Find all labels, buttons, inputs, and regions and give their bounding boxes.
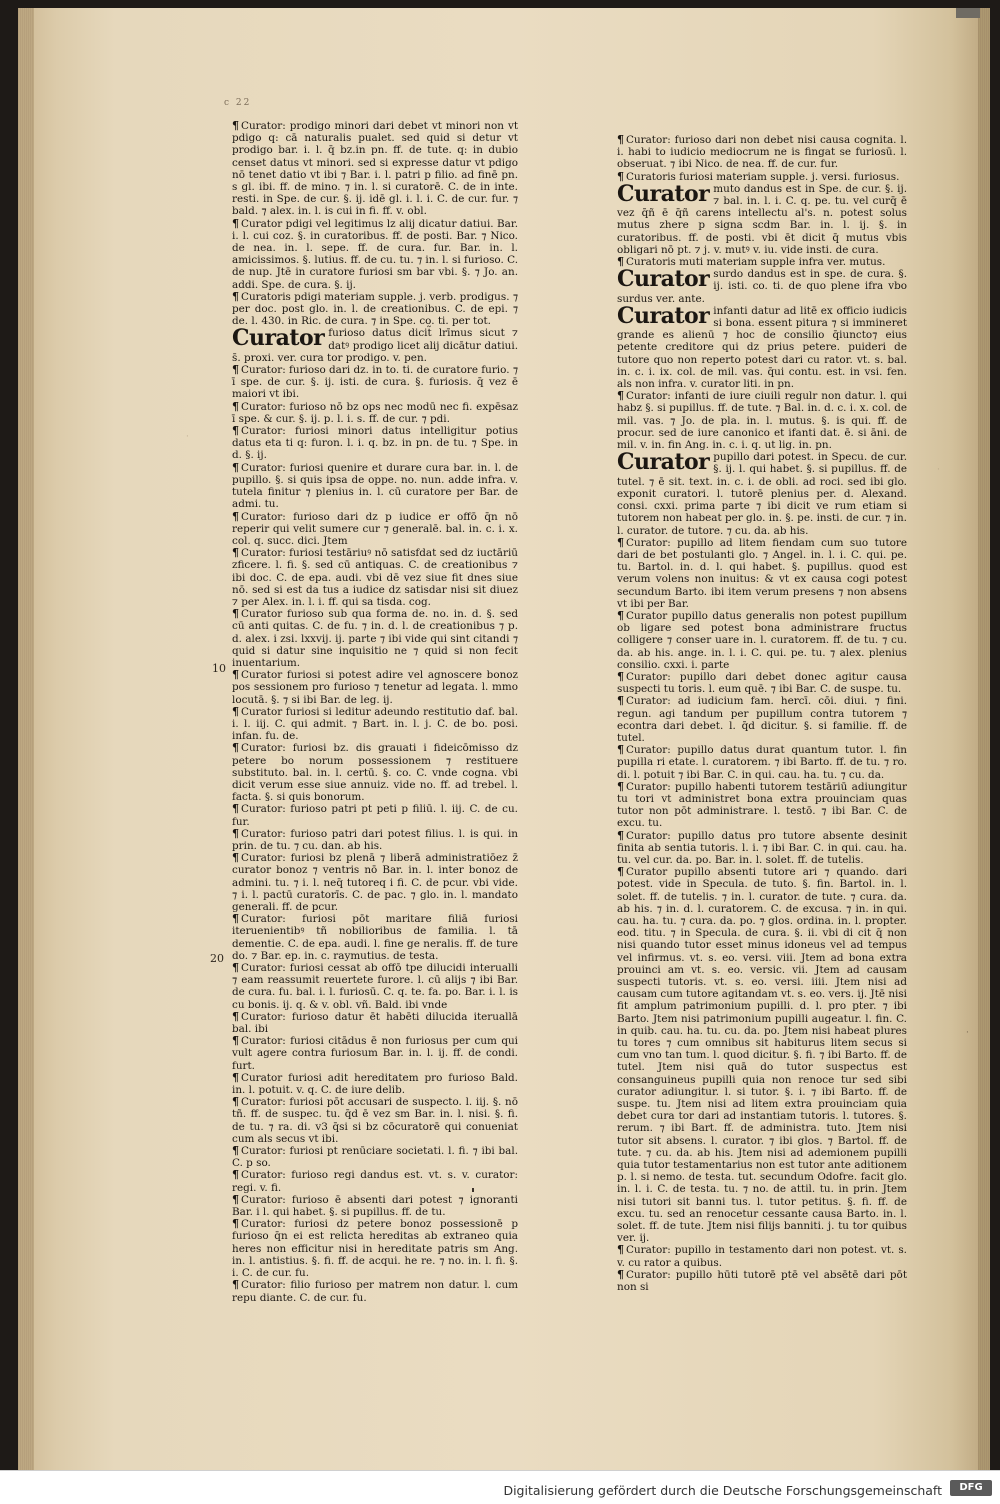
text-entry bbox=[232, 1072, 518, 1096]
pilcrow-icon: ¶ bbox=[232, 1192, 239, 1206]
folio-mark: c 22 bbox=[224, 98, 252, 108]
entry-text: Curator furioso sub qua forma de. no. in. d. §. sed cū anti quitas. C. de fu. ⁊ in. d. l. de creationibus ⁊ p. d. alex. i zsi. lxxvij. ij. parte ⁊ ibi vide qui sint citandi ⁊ quid si datur sine inquisitio ne ⁊ quid si non fecit inuentarium. bbox=[232, 608, 518, 669]
text-entry bbox=[617, 866, 907, 1244]
entry-text: Curatoris furiosi materiam supple. j. versi. furiosus. bbox=[626, 170, 900, 183]
text-entry bbox=[617, 537, 907, 610]
pilcrow-icon: ¶ bbox=[617, 608, 624, 622]
entry-text: Curator: infanti de iure ciuili regulr non datur. l. qui habz §. si pupillus. ff. de tute. ⁊ Bal. in. d. c. i. x. col. de mil. vas. ⁊ Jo. de pla. in. l. mutus. §. is qui. ff. de procur. sed de iure canonico et ifanti dat. ē. si āni. de mil. v. in. fin Ang. in. c. i. q. ut lig. in. pn. bbox=[617, 390, 907, 452]
text-entry bbox=[232, 1194, 518, 1218]
entry-text: Curator: furioso datur ēt habēti dilucida iteruallā bal. ibi bbox=[232, 1010, 518, 1036]
text-entry bbox=[232, 401, 518, 425]
entry-text: Curator: furiosi bz. dis grauati i fideicōmisso dz petere bo norum possessionem ⁊ restituere substituto. bal. in. l. certū. §. co. C. vnde cogna. vbi dicit verum esse siue annuiz. vide no. ff. ad trebel. l. facta. §. si quis bonorum. bbox=[232, 742, 518, 804]
text-entry bbox=[232, 1169, 518, 1193]
pilcrow-icon: ¶ bbox=[232, 851, 239, 865]
pilcrow-icon: ¶ bbox=[232, 424, 239, 438]
dfg-logo: DFG bbox=[950, 1480, 992, 1496]
headword-curator: Curator bbox=[232, 325, 325, 352]
entry-text: Curator furiosi si leditur adeundo restitutio daf. bal. i. l. iij. C. qui admit. ⁊ Bart. in. l. j. C. de bo. posi. infan. fu. de. bbox=[232, 705, 518, 743]
text-entry bbox=[617, 390, 907, 451]
pilcrow-icon: ¶ bbox=[232, 1070, 239, 1084]
text-entry bbox=[232, 120, 518, 218]
text-entry bbox=[232, 706, 518, 743]
pilcrow-icon: ¶ bbox=[232, 289, 239, 303]
entry-text: Curator: furiosi dz petere bonoz possessionē p furioso q̄n ei est relicta hereditas ab extraneo quia heres non efficitur nisi in hereditate patris sm Ang. in. l. antistius. §. fi. ff. de acqui. he re. ⁊ no. in. l. fi. §. i. C. de cur. fu. bbox=[232, 1218, 518, 1280]
left-text-column bbox=[232, 120, 518, 1304]
pilcrow-icon: ¶ bbox=[232, 741, 239, 755]
pilcrow-icon: ¶ bbox=[232, 1168, 239, 1182]
text-entry bbox=[617, 1269, 907, 1293]
page-edges-right bbox=[978, 8, 990, 1470]
pilcrow-icon: ¶ bbox=[232, 912, 239, 926]
text-entry bbox=[232, 1011, 518, 1035]
entry-text: Curator: furiosi pōt maritare filiā furiosi iteruenientibꝰ tñ nobilioribus de familia. l. tā dementie. C. de epa. audi. l. fine ge neralis. ff. de ture do. ⁊ Bar. ep. in. c. raymutius. de testa. bbox=[232, 913, 518, 962]
pilcrow-icon: ¶ bbox=[232, 826, 239, 840]
entry-text: Curator: prodigo minori dari debet vt minori non vt pdigo q: cā naturalis pualet. sed quid si detur vt prodigo bar. i. l. q̄ bz.in pn. ff. de tute. q: in dubio censet datus vt minori. sed si expresse datur vt pdigo nō tenet datio vt ibi ⁊ Bar. i. l. patri p filio. ad finē pn. s gl. ibi. ff. de mino. ⁊ in. l. si curatorē. C. de in inte. resti. in Spe. de cur. §. ij. idē gl. i. l. i. C. de cur. fur. ⁊ bald. ⁊ alex. in. l. is cui in fi. ff. v. obl. bbox=[232, 120, 518, 218]
pilcrow-icon: ¶ bbox=[232, 399, 239, 413]
entry-text: Curator furiosi adit hereditatem pro furioso Bald. in. l. potuit. v. q. C. de iure delib. bbox=[232, 1071, 518, 1097]
entry-text: Curator: filio furioso per matrem non datur. l. cum repu diante. C. de cur. fu. bbox=[232, 1279, 518, 1304]
text-entry bbox=[232, 1096, 518, 1145]
pilcrow-icon: ¶ bbox=[232, 1009, 239, 1023]
entry-text: infanti datur ad litē ex officio iudicis si bona. essent pitura ⁊ si immineret grande es alienū ⁊ hoc de consilio q̄iuncto⁊ eius petente creditore qui dz prius petere. puideri de tutore quo non reperto potest dari cu rator. vt. s. bal. in. c. i. ix. col. de mil. vas. q̄ui contu. est. in vsi. fen. als non infra. v. curator liti. in pn. bbox=[617, 304, 907, 391]
entry-text: Curatoris pdigi materiam supple. j. verb. prodigus. ⁊ per doc. post glo. in. l. de creationibus. C. de epi. ⁊ de. l. 430. in Ric. de cura. ⁊ in Spe. co. ti. per tot. bbox=[232, 290, 518, 328]
headword-curator: Curator bbox=[617, 266, 710, 293]
pilcrow-icon: ¶ bbox=[232, 216, 239, 230]
pilcrow-icon: ¶ bbox=[617, 779, 624, 793]
footer-bar bbox=[0, 1470, 1000, 1504]
text-entry bbox=[232, 608, 518, 669]
entry-text: Curator furiosi si potest adire vel agnoscere bonoz pos sessionem pro furioso ⁊ tenetur ad legata. l. mmo locutā. §. ⁊ si ibi Bar. de leg. ij. bbox=[232, 669, 518, 706]
pilcrow-icon: ¶ bbox=[232, 119, 239, 132]
faint-mark-right: · bbox=[937, 465, 940, 475]
entry-text: Curator pupillo absenti tutore ari ⁊ quando. dari potest. vide in Specula. de tuto. §. fin. Bartol. in. l. solet. ff. de tutelis. ⁊ in. l. curator. de tute. ⁊ cura. da. ab his. ⁊ in. d. l. curatorem. C. de excusa. ⁊ in. in qui. cau. ha. tu. ⁊ cura. da. po. ⁊ glos. ordina. in. l. propter. eod. titu. ⁊ in Specula. de cura. §. ii. vbi di cit q̄ non nisi quando tutor esset minus idoneus vel ad tempus vel infirmus. vt. s. eo. versi. viii. Jtem ad bona extra prouinci am vt. s. eo. versic. vii. Jtem ad causam suspecti tutoris. vt. s. eo. versi. iiii. Jtem nisi ad causam cum tutore agitandam vt. s. eo. vers. ij. Jtē nisi fit amplum patrimonium pupilli. d. l. pro pter. ⁊ ibi Barto. Jtem nisi patrimonium pupilli augeatur. l. fin. C. in quib. cau. ha. tu. cu. da. po. Jtem nisi habeat plures tu tores ⁊ cum omnibus sit habiturus litem secus si cum vno tan tum. l. quod dicitur. §. fi. ⁊ ibi Barto. ff. de tutel. Jtem nisi quā do tutor suspectus est consanguineus pupilli quia non renoce tur sed sibi curator adiungitur. l. si tutor. §. i. ⁊ ibi Barto. ff. de suspe. tu. Jtem nisi ad litem extra prouinciam quia debet cura tor dari ad instantiam tutoris. l. tutores. §. rerum. ⁊ ibi Bart. ff. de administra. tuto. Jtem nisi tutor sit absens. l. curator. ⁊ ibi glos. ⁊ Bartol. ff. de tute. ⁊ cu. da. ab his. Jtem nisi ad ademionem pupilli quia tutor testamentarius non est tutor ante aditionem p. l. si nemo. de testa. tut. secundum Odofre. facit glo. in. l. i. C. de testa. tu. ⁊ no. de attil. tu. in prin. Jtem nisi tutori sit banni tus. l. tutor petitus. §. fi. ff. de excu. tu. sed an renocetur cessante causa Barto. in. l. solet. ff. de tute. Jtem nisi filijs banniti. j. tu tor quibus ver. ij. bbox=[617, 866, 907, 1245]
text-entry bbox=[232, 1035, 518, 1072]
text-entry bbox=[232, 218, 518, 291]
text-entry bbox=[232, 669, 518, 706]
text-entry bbox=[232, 852, 518, 913]
entry-text: Curatoris muti materiam supple infra ver. mutus. bbox=[626, 256, 886, 269]
right-text-column bbox=[617, 134, 907, 1293]
text-entry bbox=[617, 610, 907, 671]
pilcrow-icon: ¶ bbox=[232, 546, 239, 560]
entry-text: Curator: pupillo hūti tutorē ptē vel absētē dari pōt non si bbox=[617, 1268, 907, 1294]
entry-text: Curator: furioso regi dandus est. vt. s. v. curator: regi. v. fi. bbox=[232, 1169, 518, 1194]
text-entry bbox=[232, 364, 518, 401]
text-entry bbox=[617, 1244, 907, 1268]
entry-text: Curator pupillo datus generalis non potest pupillum ob ligare sed potest bona administrare fructus colligere ⁊ conser uare in. l. curatorem. ff. de tu. ⁊ cu. da. ab his. ange. in. l. i. C. qui. pe. tu. ⁊ alex. plenius consilio. cxxi. i. parte bbox=[617, 609, 907, 671]
entry-text: Curator: furiosi pt renūciare societati. l. fi. ⁊ ibi bal. C. p so. bbox=[232, 1145, 518, 1170]
pilcrow-icon: ¶ bbox=[617, 743, 624, 757]
entry-text: Curator: furiosi testāriuꝰ nō satisfdat sed dz iuctāriū zficere. l. fi. §. sed cū antiquas. C. de creationibus ⁊ ibi doc. C. de epa. audi. vbi dē vez siue fit dnes siue nō. sed si est da tus a iudice dz satisdar nisi sit diuez ⁊ per Alex. in. l. i. ff. qui sa tisda. cog. bbox=[232, 547, 518, 608]
text-entry bbox=[232, 291, 518, 328]
pilcrow-icon: ¶ bbox=[617, 389, 624, 403]
entry-text: Curator: furioso ē absenti dari potest ⁊ ignoranti Bar. i l. qui habet. §. si pupillus. ff. de tu. bbox=[232, 1193, 518, 1219]
entry-text: surdo dandus est in spe. de cura. §. ij. isti. co. ti. de quo plene ifra vbo surdus ver. ante. bbox=[617, 268, 907, 305]
entry-text: Curator: pupillo in testamento dari non potest. vt. s. v. cu rator a quibus. bbox=[617, 1244, 907, 1269]
headword-curator: Curator bbox=[617, 302, 710, 329]
text-entry bbox=[232, 913, 518, 962]
entry-text: Curator: furiosi cessat ab offō tpe dilucidi interualli ⁊ eam reassumit reuertete furore. l. cū alijs ⁊ ibi Bar. de cura. fu. bal. i. l. furiosū. C. q. te. fa. po. Bar. i. l. is cu bonis. ij. q. & v. obl. vñ. Bald. ibi vnde bbox=[232, 962, 518, 1011]
text-entry bbox=[617, 180, 907, 256]
text-entry bbox=[232, 1218, 518, 1279]
entry-text: furioso datus dicit̃ lrīmus sicut ⁊ datꝰ prodigo licet alij dicātur datiui. s̄. proxi. ver. cura tor prodigo. v. pen. bbox=[232, 327, 518, 364]
pilcrow-icon: ¶ bbox=[617, 669, 624, 683]
faint-mark: · bbox=[186, 432, 189, 442]
entry-text: Curator: pupillo ad litem fiendam cum suo tutore dari de bet postulanti glo. ⁊ Angel. in. l. i. C. qui. pe. tu. Bartol. in. d. l. qui habet. §. pupillus. quod est verum volens non inuitus: & vt ex causa cogi potest secundum Barto. ibi item verum presens ⁊ non absens vt ibi per Bar. bbox=[617, 536, 907, 610]
pilcrow-icon: ¶ bbox=[232, 961, 239, 975]
pilcrow-icon: ¶ bbox=[232, 460, 239, 474]
pilcrow-icon: ¶ bbox=[232, 1095, 239, 1109]
pilcrow-icon: ¶ bbox=[617, 255, 624, 269]
headword-curator: Curator bbox=[617, 180, 710, 207]
pilcrow-icon: ¶ bbox=[232, 704, 239, 718]
entry-text: Curator: furiosi minori datus intelligitur potius datus eta ti q: furon. l. i. q. bz. in pn. de tu. ⁊ Spe. in d. §. ij. bbox=[232, 425, 518, 462]
entry-text: Curator: pupillo dari debet donec agitur causa suspecti tu toris. l. eum quē. ⁊ ibi Bar. C. de suspe. tu. bbox=[617, 670, 907, 696]
text-entry bbox=[232, 828, 518, 852]
entry-text: Curator: furiosi quenire et durare cura bar. in. l. de pupillo. §. si quis ipsa de oppe. no. nun. adde infra. v. tutela finitur ⁊ plenius in. l. cū curatore per Bar. de admi. tu. bbox=[232, 461, 518, 511]
ink-dot bbox=[472, 1188, 474, 1192]
entry-text: Curator: pupillo habenti tutorem testāriū adiungitur tu tori vt administret bona extra prouinciam quas tutor non pōt administrare. l. testō. ⁊ ibi Bar. C. de excu. tu. bbox=[617, 780, 907, 830]
pilcrow-icon: ¶ bbox=[617, 133, 624, 146]
text-entry bbox=[232, 962, 518, 1011]
text-entry bbox=[617, 671, 907, 695]
text-entry bbox=[617, 134, 907, 171]
text-entry bbox=[617, 302, 907, 391]
pilcrow-icon: ¶ bbox=[232, 1144, 239, 1158]
entry-text: pupillo dari potest. in Specu. de cur. §. ij. l. qui habet. §. si pupillus. ff. de tutel. ⁊ ē sit. text. in. c. i. de obli. ad roci. sed ibi glo. exponit curatori. l. tutorē plenius per. d. Alexand. consi. cxxi. prima parte ⁊ ibi dicit ve rum etiam si tutorem non habeat per glo. in. §. pe. insti. de cur. ⁊ in. l. curator. de tutore. ⁊ cu. da. ab his. bbox=[617, 451, 907, 537]
entry-text: Curator: furioso patri dari potest filius. l. is qui. in prin. de tu. ⁊ cu. dan. ab his. bbox=[232, 827, 518, 852]
pilcrow-icon: ¶ bbox=[617, 1267, 624, 1281]
text-entry bbox=[617, 171, 907, 183]
text-entry bbox=[617, 268, 907, 305]
pilcrow-icon: ¶ bbox=[232, 802, 239, 816]
entry-text: Curator: furioso nō bz ops nec modū nec fi. expēsaz ī spe. & cur. §. ij. p. l. i. s. ff. de cur. ⁊ pdi. bbox=[232, 400, 518, 425]
text-entry bbox=[617, 695, 907, 744]
pilcrow-icon: ¶ bbox=[232, 668, 239, 682]
pilcrow-icon: ¶ bbox=[617, 535, 624, 549]
entry-text: Curator: furiosi bz plenā ⁊ liberā administratiōez z̄ curator bonoz ⁊ ventris nō Bar. in. l. inter bonoz de admini. tu. ⁊ i. l. neq̄ tutoreq i fi. C. de pcur. vbi vide. ⁊ i. l. pactū curatorīs. C. de pac. ⁊ glo. in. l. mandato generali. ff. de pcur. bbox=[232, 852, 518, 913]
page-edges-left bbox=[18, 8, 34, 1470]
pilcrow-icon: ¶ bbox=[617, 694, 624, 708]
entry-text: Curator: furiosi pōt accusari de suspecto. l. iij. §. nō tñ. ff. de suspec. tu. q̄d ē vez sm Bar. in. l. nisi. §. fi. de tu. ⁊ ra. di. v3 q̄si si bz cōcuratorē qui conueniat cum als secus vt ibi. bbox=[232, 1096, 518, 1145]
pilcrow-icon: ¶ bbox=[232, 363, 239, 377]
bookmark-strip bbox=[956, 8, 980, 18]
text-entry bbox=[232, 1145, 518, 1169]
margin-mark: · bbox=[966, 1028, 969, 1038]
entry-text: Curator: furioso dari dz. in to. ti. de curatore furio. ⁊ ī spe. de cur. §. ij. isti. de cura. §. furiosis. q̄ vez ē maiori vt ibi. bbox=[232, 364, 518, 401]
pilcrow-icon: ¶ bbox=[232, 1217, 239, 1231]
pilcrow-icon: ¶ bbox=[232, 509, 239, 523]
text-entry bbox=[617, 830, 907, 867]
entry-text: Curator: furiosi citādus ē non furiosus per cum qui vult agere contra furiosum Bar. in. l. ij. ff. de condi. furt. bbox=[232, 1035, 518, 1072]
pilcrow-icon: ¶ bbox=[232, 1034, 239, 1048]
entry-text: Curator: furioso dari non debet nisi causa cognita. l. i. habi to iudicio mediocrum ne is fingat se furiosū. l. obseruat. ⁊ ibi Nico. de nea. ff. de cur. fur. bbox=[617, 134, 907, 171]
headword-curator: Curator bbox=[617, 449, 710, 476]
text-entry bbox=[617, 451, 907, 536]
entry-text: Curator pdigi vel legitimus lz alij dicatur datiui. Bar. i. l. cui coz. §. in curatoribus. ff. de posti. Bar. ⁊ Nico. de nea. in. l. sepe. ff. de cura. fur. Bar. in. l. amicissimos. §. lutius. ff. de cu. tu. ⁊ in. l. si furioso. C. de nup. Jtē in curatore furiosi sm bar vbi. §. ⁊ Jo. an. addi. Spe. de cura. §. ij. bbox=[232, 217, 518, 291]
text-entry bbox=[617, 781, 907, 830]
text-entry bbox=[232, 1279, 518, 1303]
text-entry bbox=[232, 547, 518, 608]
pilcrow-icon: ¶ bbox=[232, 607, 239, 621]
entry-text: Curator: ad iudicium fam. hercī. cōi. diui. ⁊ fini. regun. agi tandum per pupillum contra tutorem ⁊ econtra dari debet. l. q̄d dicitur. §. si familie. ff. de tutel. bbox=[617, 695, 907, 744]
line-number-10: 10 bbox=[212, 662, 226, 675]
entry-text: Curator: pupillo datus durat quantum tutor. l. fin pupilla ri etate. l. curatorem. ⁊ ibi Barto. ff. de tu. ⁊ ro. di. l. potuit ⁊ ibi Bar. C. in qui. cau. ha. tu. ⁊ cu. da. bbox=[617, 744, 907, 781]
text-entry bbox=[232, 425, 518, 462]
text-entry bbox=[232, 462, 518, 511]
text-entry bbox=[232, 742, 518, 803]
text-entry bbox=[232, 327, 518, 364]
entry-text: Curator: pupillo datus pro tutore absente desinit finita ab sentia tutoris. l. i. ⁊ ibi Bar. C. in qui. cau. ha. tu. vel cur. da. po. Bar. in. l. solet. ff. de tutelis. bbox=[617, 829, 907, 866]
text-entry bbox=[232, 511, 518, 548]
pilcrow-icon: ¶ bbox=[232, 1278, 239, 1292]
entry-text: muto dandus est in Spe. de cur. §. ij. ⁊ bal. in. l. i. C. q. pe. tu. vel curq̄ ē vez q̄ñ ē q̄ñ carens intellectu al's. n. potest solus mutus zhere p signa scdm Bar. in. l. ij. §. in curatoribus. ff. de posti. vbi ēt dicit q̄ mutus vbis obligari nō pt. ⁊ j. v. mutꝰ v. iu. vide insti. de cura. bbox=[617, 182, 907, 256]
pilcrow-icon: ¶ bbox=[617, 828, 624, 842]
pilcrow-icon: ¶ bbox=[617, 1243, 624, 1257]
text-entry bbox=[617, 744, 907, 781]
entry-text: Curator: furioso dari dz p iudice er offō q̄n nō reperir qui velit sumere cur ⁊ generalē. bal. in. c. i. x. col. q. succ. dici. Jtem bbox=[232, 510, 518, 547]
funding-credit: Digitalisierung gefördert durch die Deutsche Forschungsgemeinschaft bbox=[503, 1483, 942, 1498]
text-entry bbox=[617, 256, 907, 268]
pilcrow-icon: ¶ bbox=[617, 169, 624, 183]
entry-text: Curator: furioso patri pt peti p filiū. l. iij. C. de cu. fur. bbox=[232, 803, 518, 828]
pilcrow-icon: ¶ bbox=[617, 865, 624, 879]
line-number-20: 20 bbox=[210, 952, 224, 965]
text-entry bbox=[232, 803, 518, 827]
